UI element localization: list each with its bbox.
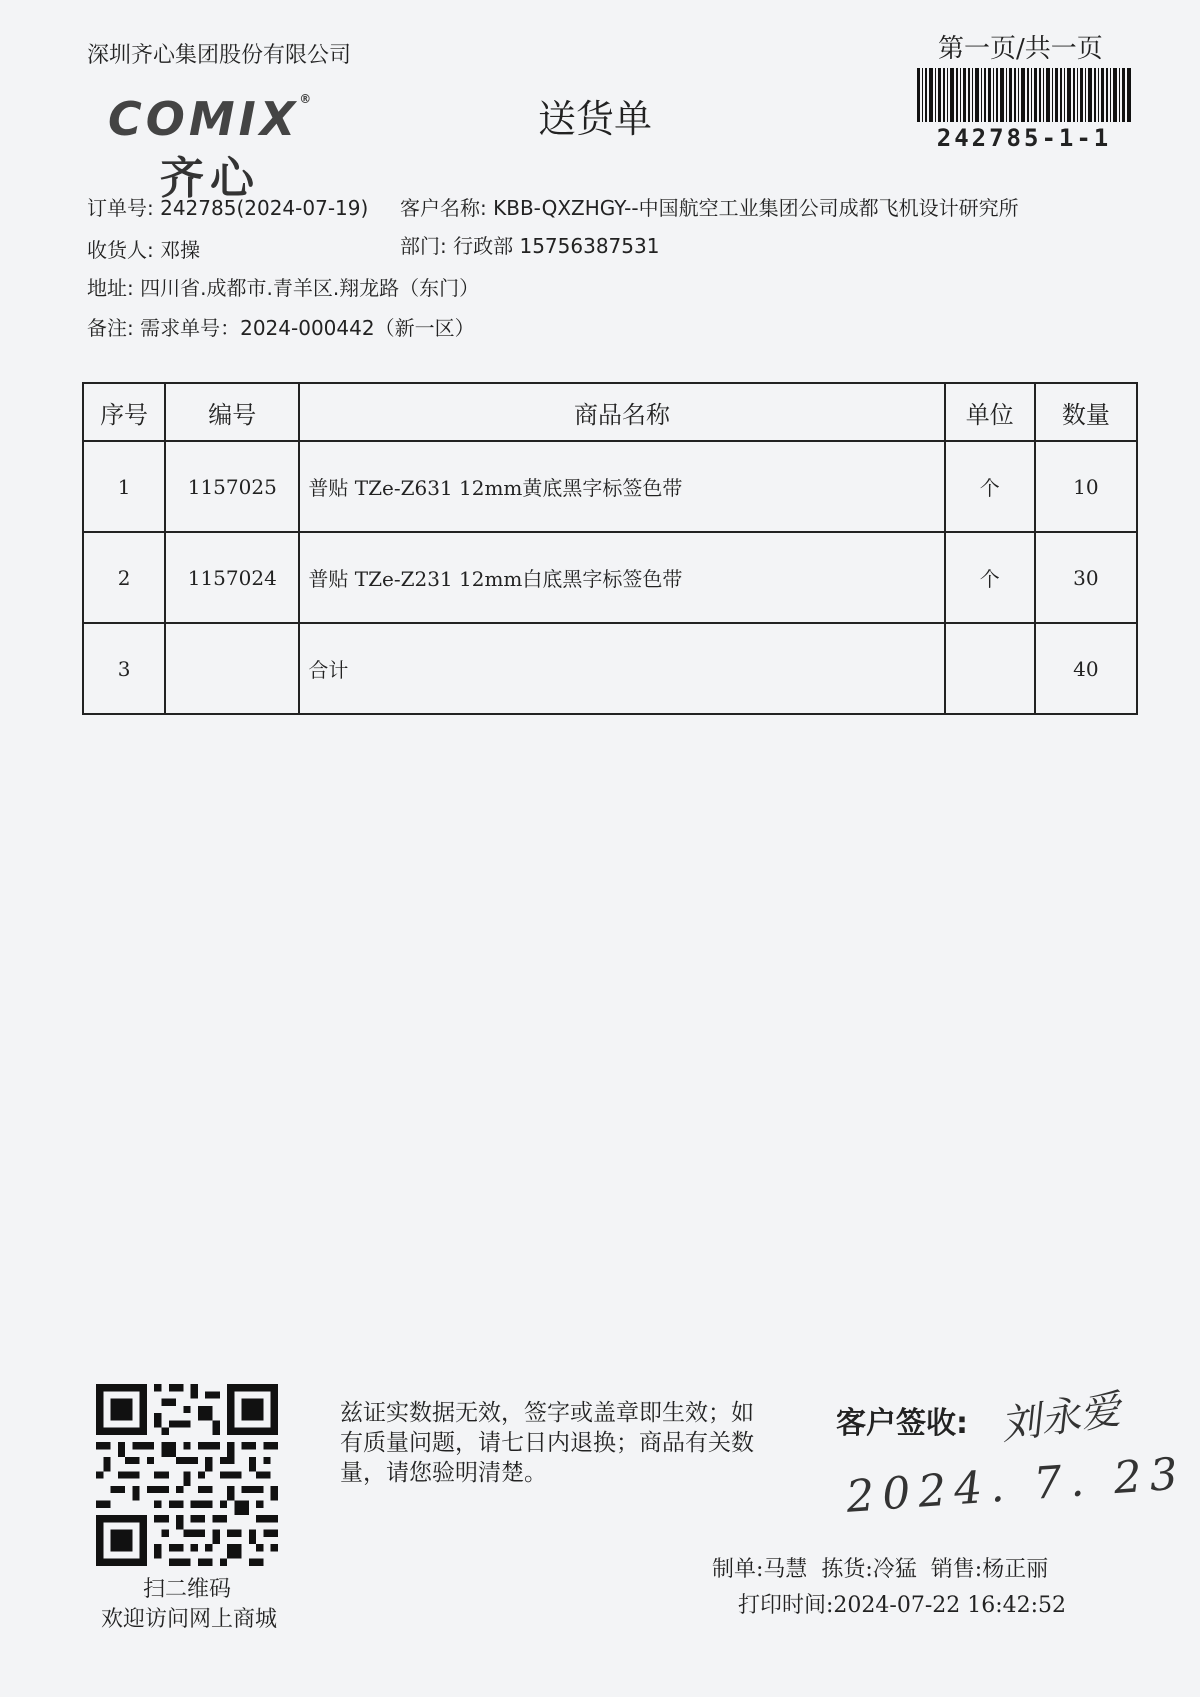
cell-quantity: 10 bbox=[1035, 441, 1137, 532]
notice-text: 兹证实数据无效，签字或盖章即生效；如有质量问题，请七日内退换；商品有关数量，请您验明清楚。 bbox=[340, 1400, 754, 1486]
table-row-total bbox=[83, 623, 1137, 714]
print-time: 打印时间:2024-07-22 16:42:52 bbox=[738, 1593, 1067, 1618]
header-code: 编号 bbox=[165, 383, 299, 441]
logo-chinese: 齐心 bbox=[160, 153, 260, 204]
header-quantity: 数量 bbox=[1035, 383, 1137, 441]
order-number bbox=[87, 192, 368, 221]
cell-total-label: 合计 bbox=[299, 623, 944, 714]
header-seq: 序号 bbox=[83, 383, 165, 441]
company-name: 深圳齐心集团股份有限公司 bbox=[87, 43, 352, 68]
cell-seq: 2 bbox=[83, 532, 165, 623]
receiver bbox=[87, 234, 200, 263]
remark-value: 需求单号：2024-000442（新一区） bbox=[140, 316, 475, 340]
logo-latin-text: COMIX bbox=[108, 92, 300, 146]
cell-code: 1157024 bbox=[165, 532, 299, 623]
cell-code bbox=[165, 623, 299, 714]
cell-quantity: 30 bbox=[1035, 532, 1137, 623]
customer-name bbox=[400, 192, 1019, 221]
table-row bbox=[83, 441, 1137, 532]
dept-value: 行政部 15756387531 bbox=[453, 234, 660, 258]
customer-signature: 刘永爱 bbox=[997, 1386, 1124, 1450]
order-value: 242785(2024-07-19) bbox=[160, 196, 369, 220]
handwritten-date: 2024. 7. 23 bbox=[844, 1448, 1188, 1523]
cell-total-quantity: 40 bbox=[1035, 623, 1137, 714]
customer-sign-label: 客户签收: bbox=[836, 1406, 968, 1441]
cell-code: 1157025 bbox=[165, 441, 299, 532]
document-title: 送货单 bbox=[538, 97, 653, 141]
receiver-label: 收货人: bbox=[87, 238, 154, 262]
dept-label: 部门: bbox=[400, 234, 447, 258]
customer-value: KBB-QXZHGY--中国航空工业集团公司成都飞机设计研究所 bbox=[493, 196, 1019, 220]
header-unit: 单位 bbox=[945, 383, 1035, 441]
customer-label: 客户名称: bbox=[400, 196, 487, 220]
cell-unit bbox=[945, 623, 1035, 714]
header-product-name: 商品名称 bbox=[299, 383, 944, 441]
comix-logo: COMIX® bbox=[108, 92, 316, 146]
address-value: 四川省.成都市.青羊区.翔龙路（东门） bbox=[140, 276, 480, 300]
order-label: 订单号: bbox=[87, 196, 154, 220]
cell-seq: 3 bbox=[83, 623, 165, 714]
page-indicator: 第一页/共一页 bbox=[938, 34, 1103, 64]
qr-caption-shop: 欢迎访问网上商城 bbox=[100, 1607, 277, 1632]
cell-product-name: 普贴 TZe-Z231 12mm白底黑字标签色带 bbox=[299, 532, 944, 623]
department bbox=[400, 230, 659, 259]
remark bbox=[87, 312, 475, 341]
receiver-value: 邓操 bbox=[160, 238, 201, 262]
qr-caption-scan: 扫二维码 bbox=[142, 1577, 231, 1602]
qr-code bbox=[96, 1384, 278, 1566]
address bbox=[87, 272, 479, 301]
barcode-number: 242785-1-1 bbox=[936, 124, 1112, 152]
table-row bbox=[83, 532, 1137, 623]
table-header-row bbox=[83, 383, 1137, 441]
cell-seq: 1 bbox=[83, 441, 165, 532]
cell-product-name: 普贴 TZe-Z631 12mm黄底黑字标签色带 bbox=[299, 441, 944, 532]
address-label: 地址: bbox=[87, 276, 134, 300]
remark-label: 备注: bbox=[87, 316, 134, 340]
staff-info: 制单:马慧 拣货:冷猛 销售:杨正丽 bbox=[712, 1557, 1049, 1582]
cell-unit: 个 bbox=[945, 441, 1035, 532]
cell-unit: 个 bbox=[945, 532, 1035, 623]
barcode bbox=[917, 68, 1131, 122]
items-table bbox=[82, 382, 1138, 715]
